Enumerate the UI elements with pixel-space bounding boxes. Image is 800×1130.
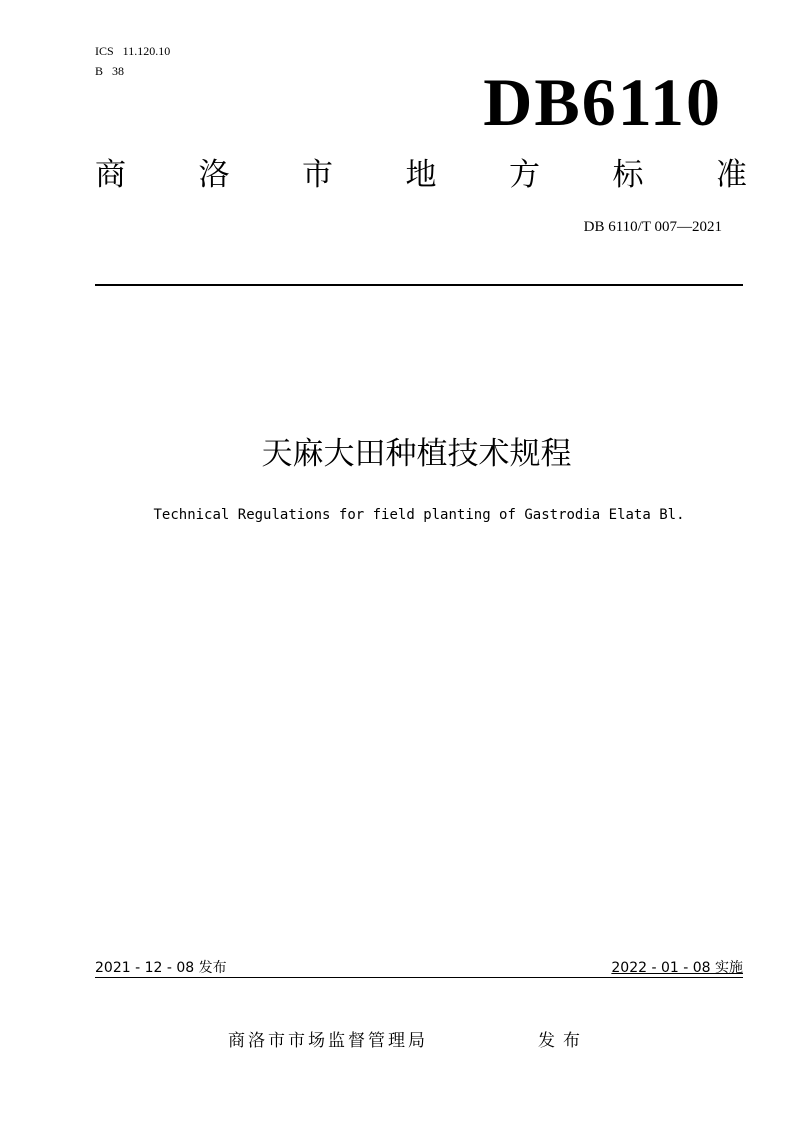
- standard-type-char: 市: [302, 157, 333, 193]
- ccs-code: B 38: [95, 64, 125, 78]
- standard-number: DB 6110/T 007—2021: [583, 219, 722, 235]
- standard-type-char: 准: [716, 157, 747, 193]
- standard-type-char: 洛: [198, 157, 230, 193]
- standard-type-char: 地: [405, 157, 437, 193]
- implement-date: 2022 - 01 - 08 实施: [611, 960, 743, 976]
- db-code-mark: DB6110: [483, 64, 722, 140]
- standard-type-char: 标: [612, 157, 644, 193]
- standard-type-char: 方: [509, 157, 540, 193]
- header-divider: [95, 284, 743, 286]
- document-title-en: Technical Regulations for field planting of Gastrodia Elata Bl.: [153, 507, 685, 523]
- footer-divider: [95, 977, 743, 978]
- publish-date: 2021 - 12 - 08 发布: [95, 960, 227, 976]
- document-title-zh: 天麻大田种植技术规程: [261, 436, 572, 472]
- issuing-authority: 商洛市市场监督管理局: [228, 1031, 428, 1051]
- standard-type-char: 商: [95, 157, 126, 193]
- issue-label: 发布: [538, 1031, 588, 1051]
- ics-classification: [95, 41, 170, 81]
- ics-code: ICS 11.120.10: [95, 44, 171, 58]
- standard-type-heading: [95, 152, 747, 198]
